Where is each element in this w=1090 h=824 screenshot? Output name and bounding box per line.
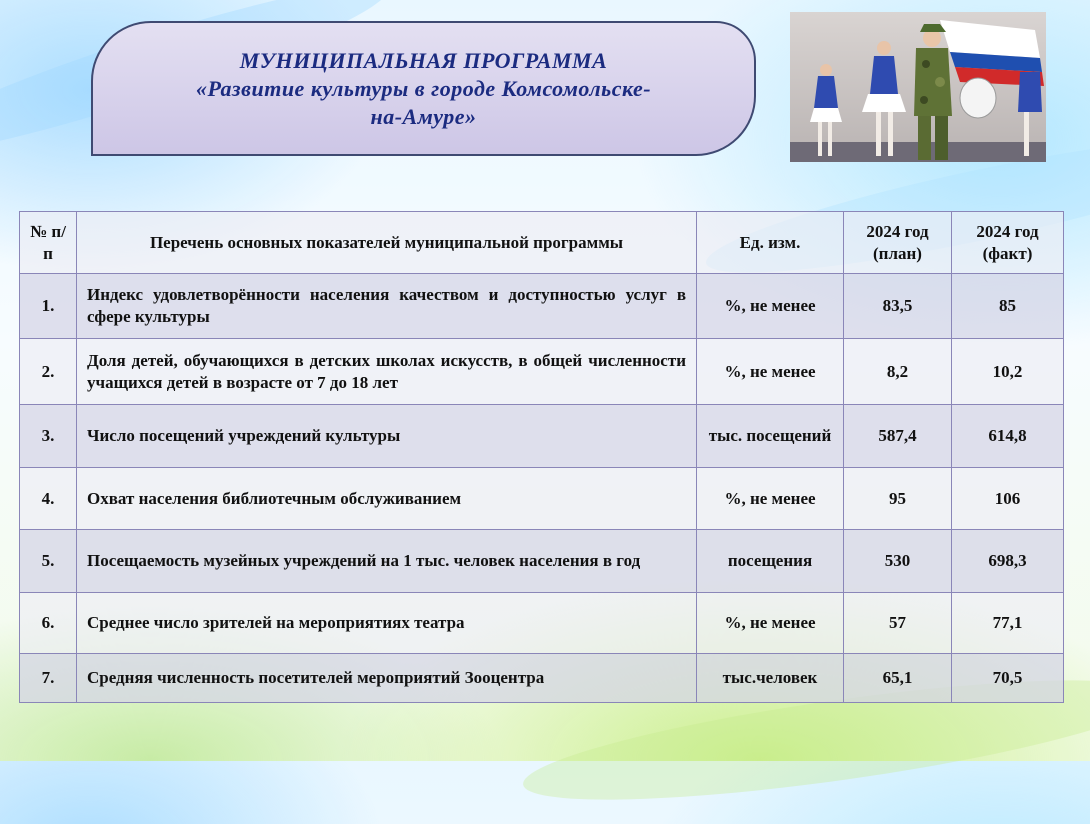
program-title-line2: «Развитие культуры в городе Комсомольске- — [195, 75, 652, 101]
indicator-name: Охват населения библиотечным обслуживанием — [77, 468, 697, 530]
plan-value: 587,4 — [844, 405, 952, 468]
row-number: 2. — [20, 339, 77, 405]
table-row — [20, 530, 1064, 593]
fact-value: 85 — [952, 274, 1064, 339]
row-number: 6. — [20, 593, 77, 654]
indicator-name: Индекс удовлетворённости населения качеством и доступностью услуг в сфере культуры — [77, 274, 697, 339]
unit-of-measure: %, не менее — [697, 593, 844, 654]
indicator-name: Посещаемость музейных учреждений на 1 тыс. человек населения в год — [77, 530, 697, 593]
table-row — [20, 405, 1064, 468]
indicator-name: Доля детей, обучающихся в детских школах искусств, в общей численности учащихся детей в возрасте от 7 до 18 лет — [77, 339, 697, 405]
row-number: 3. — [20, 405, 77, 468]
unit-of-measure: тыс. посещений — [697, 405, 844, 468]
plan-value: 57 — [844, 593, 952, 654]
indicator-name: Число посещений учреждений культуры — [77, 405, 697, 468]
plan-value: 8,2 — [844, 339, 952, 405]
plan-value: 83,5 — [844, 274, 952, 339]
row-number: 1. — [20, 274, 77, 339]
indicator-name: Средняя численность посетителей мероприятий Зооцентра — [77, 654, 697, 703]
unit-of-measure: %, не менее — [697, 339, 844, 405]
indicator-name: Среднее число зрителей на мероприятиях театра — [77, 593, 697, 654]
fact-value: 70,5 — [952, 654, 1064, 703]
unit-of-measure: тыс.человек — [697, 654, 844, 703]
program-title-line3: на-Амуре» — [370, 103, 477, 129]
stage-performance-photo — [790, 12, 1046, 162]
row-number: 4. — [20, 468, 77, 530]
indicators-table — [19, 211, 1064, 703]
program-title-line1: МУНИЦИПАЛЬНАЯ ПРОГРАММА — [239, 47, 608, 73]
fact-value: 698,3 — [952, 530, 1064, 593]
table-row — [20, 468, 1064, 530]
fact-value: 106 — [952, 468, 1064, 530]
stage-photo-illustration — [790, 12, 1046, 162]
table-row — [20, 593, 1064, 654]
fact-value: 10,2 — [952, 339, 1064, 405]
column-header-fact-2024: 2024 год (факт) — [952, 212, 1064, 274]
unit-of-measure: %, не менее — [697, 468, 844, 530]
row-number: 7. — [20, 654, 77, 703]
table-row — [20, 339, 1064, 405]
plan-value: 530 — [844, 530, 952, 593]
column-header-unit: Ед. изм. — [697, 212, 844, 274]
plan-value: 95 — [844, 468, 952, 530]
unit-of-measure: %, не менее — [697, 274, 844, 339]
table-header-row — [20, 212, 1064, 274]
fact-value: 77,1 — [952, 593, 1064, 654]
fact-value: 614,8 — [952, 405, 1064, 468]
row-number: 5. — [20, 530, 77, 593]
table-row — [20, 274, 1064, 339]
column-header-plan-2024: 2024 год (план) — [844, 212, 952, 274]
unit-of-measure: посещения — [697, 530, 844, 593]
column-header-indicator: Перечень основных показателей муниципальной программы — [77, 212, 697, 274]
plan-value: 65,1 — [844, 654, 952, 703]
program-title-panel — [91, 21, 756, 156]
table-row — [20, 654, 1064, 703]
column-header-number: № п/п — [20, 212, 77, 274]
